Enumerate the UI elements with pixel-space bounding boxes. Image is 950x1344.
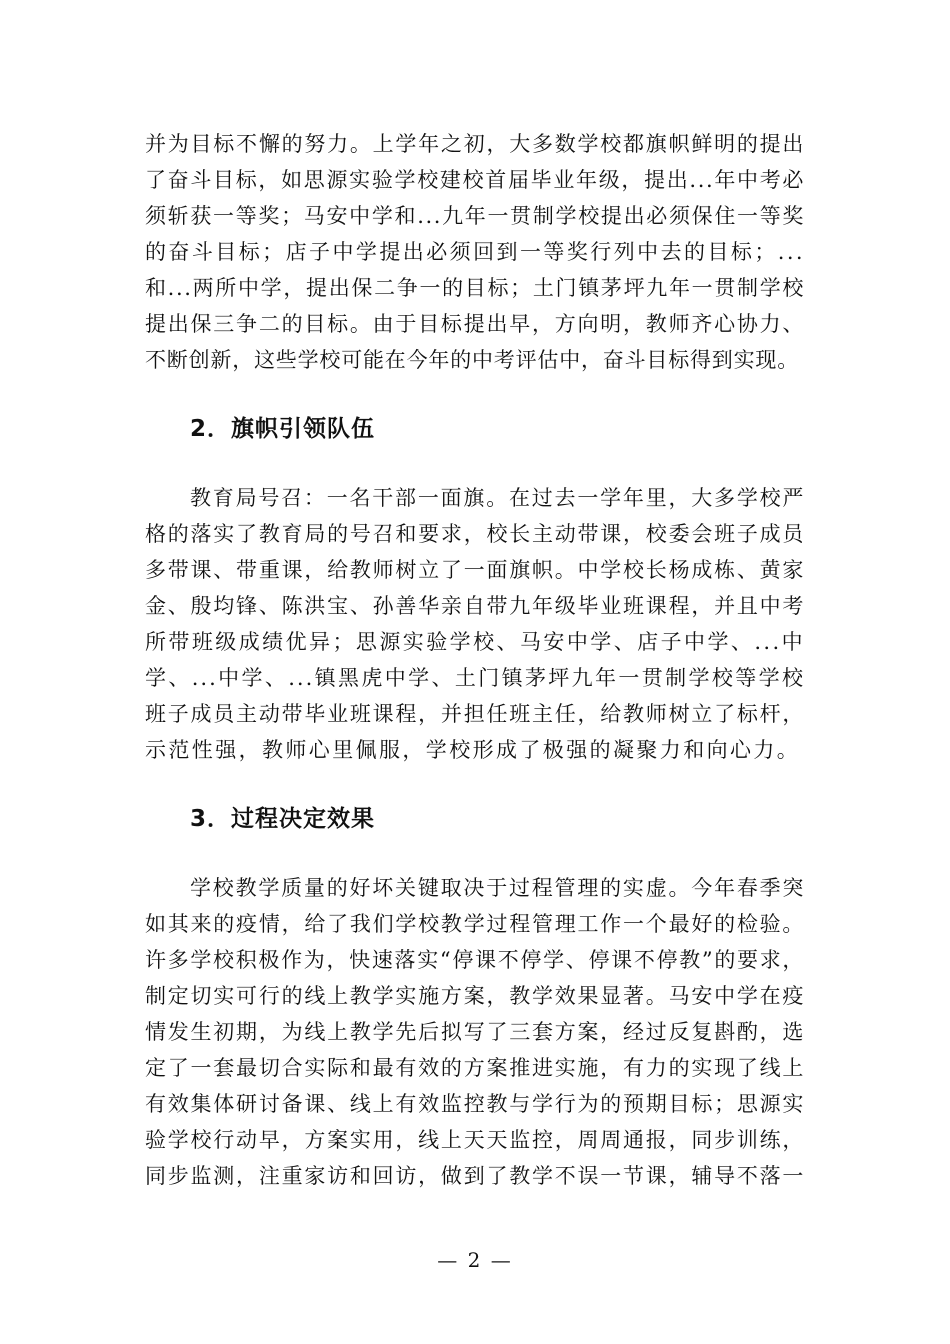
text-line: 教育局号召：一名干部一面旗。在过去一学年里，大多学校严 [190,486,805,510]
page-number: — 2 — [437,1248,513,1272]
text-line: 多带课、带重课，给教师树立了一面旗帜。中学校长杨成栋、黄家 [145,558,805,582]
text-line: 金、殷均锋、陈洪宝、孙善华亲自带九年级毕业班课程，并且中考 [145,594,805,618]
text-line: 有效集体研讨备课、线上有效监控教与学行为的预期目标；思源实 [145,1092,805,1116]
text-line: 和...两所中学，提出保二争一的目标；土门镇茅坪九年一贯制学校 [145,276,805,300]
text-line: 示范性强，教师心里佩服，学校形成了极强的凝聚力和向心力。 [145,738,801,762]
text-line: 所带班级成绩优异；思源实验学校、马安中学、店子中学、...中 [145,630,805,654]
text-line: 定了一套最切合实际和最有效的方案推进实施，有力的实现了线上 [145,1056,805,1080]
text-line: 不断创新，这些学校可能在今年的中考评估中，奋斗目标得到实现。 [145,348,799,372]
text-line: 学、...中学、...镇黑虎中学、土门镇茅坪九年一贯制学校等学校 [145,666,805,690]
text-line: 班子成员主动带毕业班课程，并担任班主任，给教师树立了标杆， [145,702,805,726]
section-heading-2: 2．旗帜引领队伍 [190,416,376,442]
text-line: 格的落实了教育局的号召和要求，校长主动带课，校委会班子成员 [145,522,805,546]
text-line: 并为目标不懈的努力。上学年之初，大多数学校都旗帜鲜明的提出 [145,132,805,156]
section-heading-3: 3．过程决定效果 [190,806,376,832]
text-line: 的奋斗目标；店子中学提出必须回到一等奖行列中去的目标；... [145,240,805,264]
text-line: 制定切实可行的线上教学实施方案，教学效果显著。马安中学在疫 [145,984,805,1008]
text-line: 学校教学质量的好坏关键取决于过程管理的实虚。今年春季突 [190,876,805,900]
text-line: 须斩获一等奖；马安中学和...九年一贯制学校提出必须保住一等奖 [145,204,805,228]
text-line: 验学校行动早，方案实用，线上天天监控，周周通报，同步训练， [145,1128,805,1152]
text-line: 许多学校积极作为，快速落实“停课不停学、停课不停教”的要求， [145,948,805,972]
text-line: 情发生初期，为线上教学先后拟写了三套方案，经过反复斟酌，选 [145,1020,805,1044]
text-line: 提出保三争二的目标。由于目标提出早，方向明，教师齐心协力、 [145,312,805,336]
text-line: 同步监测，注重家访和回访，做到了教学不误一节课，辅导不落一 [145,1164,805,1188]
text-line: 了奋斗目标，如思源实验学校建校首届毕业年级，提出...年中考必 [145,168,805,192]
text-line: 如其来的疫情，给了我们学校教学过程管理工作一个最好的检验。 [145,912,805,936]
